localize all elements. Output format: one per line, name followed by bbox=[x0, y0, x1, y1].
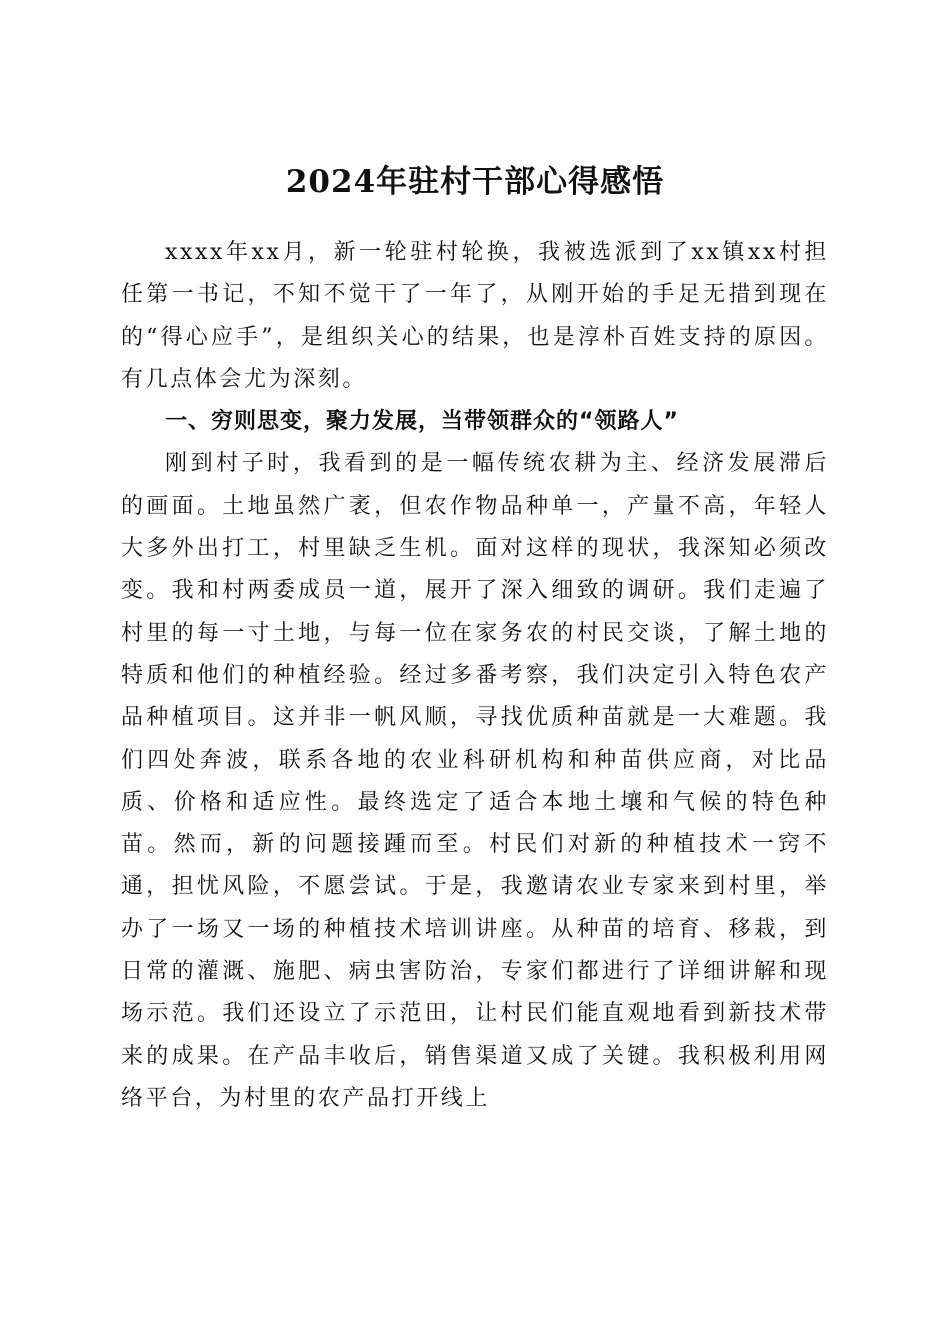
document-title: 2024年驻村干部心得感悟 bbox=[285, 163, 665, 200]
intro-paragraph: xxxx年xx月，新一轮驻村轮换，我被选派到了xx镇xx村担任第一书记，不知不觉干了一年了，从刚开始的手足无措到现在的“得心应手”，是组织关心的结果，也是淳朴百姓支持的原因。有几点体会尤为深刻。 bbox=[121, 240, 829, 392]
section-1-paragraph: 刚到村子时，我看到的是一幅传统农耕为主、经济发展滞后的画面。土地虽然广袤，但农作物品种单一，产量不高，年轻人大多外出打工，村里缺乏生机。面对这样的现状，我深知必须改变。我和村两委成员一道，展开了深入细致的调研。我们走遍了村里的每一寸土地，与每一位在家务农的村民交谈，了解土地的特质和他们的种植经验。经过多番考察，我们决定引入特色农产品种植项目。这并非一帆风顺，寻找优质种苗就是一大难题。我们四处奔波，联系各地的农业科研机构和种苗供应商，对比品质、价格和适应性。最终选定了适合本地土壤和气候的特色种苗。然而，新的问题接踵而至。村民们对新的种植技术一窍不通，担忧风险，不愿尝试。于是，我邀请农业专家来到村里，举办了一场又一场的种植技术培训讲座。从种苗的培育、移栽，到日常的灌溉、施肥、病虫害防治，专家们都进行了详细讲解和现场示范。我们还设立了示范田，让村民们能直观地看到新技术带来的成果。在产品丰收后，销售渠道又成了关键。我积极利用网络平台，为村里的农产品打开线上 bbox=[121, 451, 829, 1111]
section-heading-1: 一、穷则思变，聚力发展，当带领群众的“领路人” bbox=[165, 409, 679, 435]
document-body bbox=[121, 232, 829, 1120]
